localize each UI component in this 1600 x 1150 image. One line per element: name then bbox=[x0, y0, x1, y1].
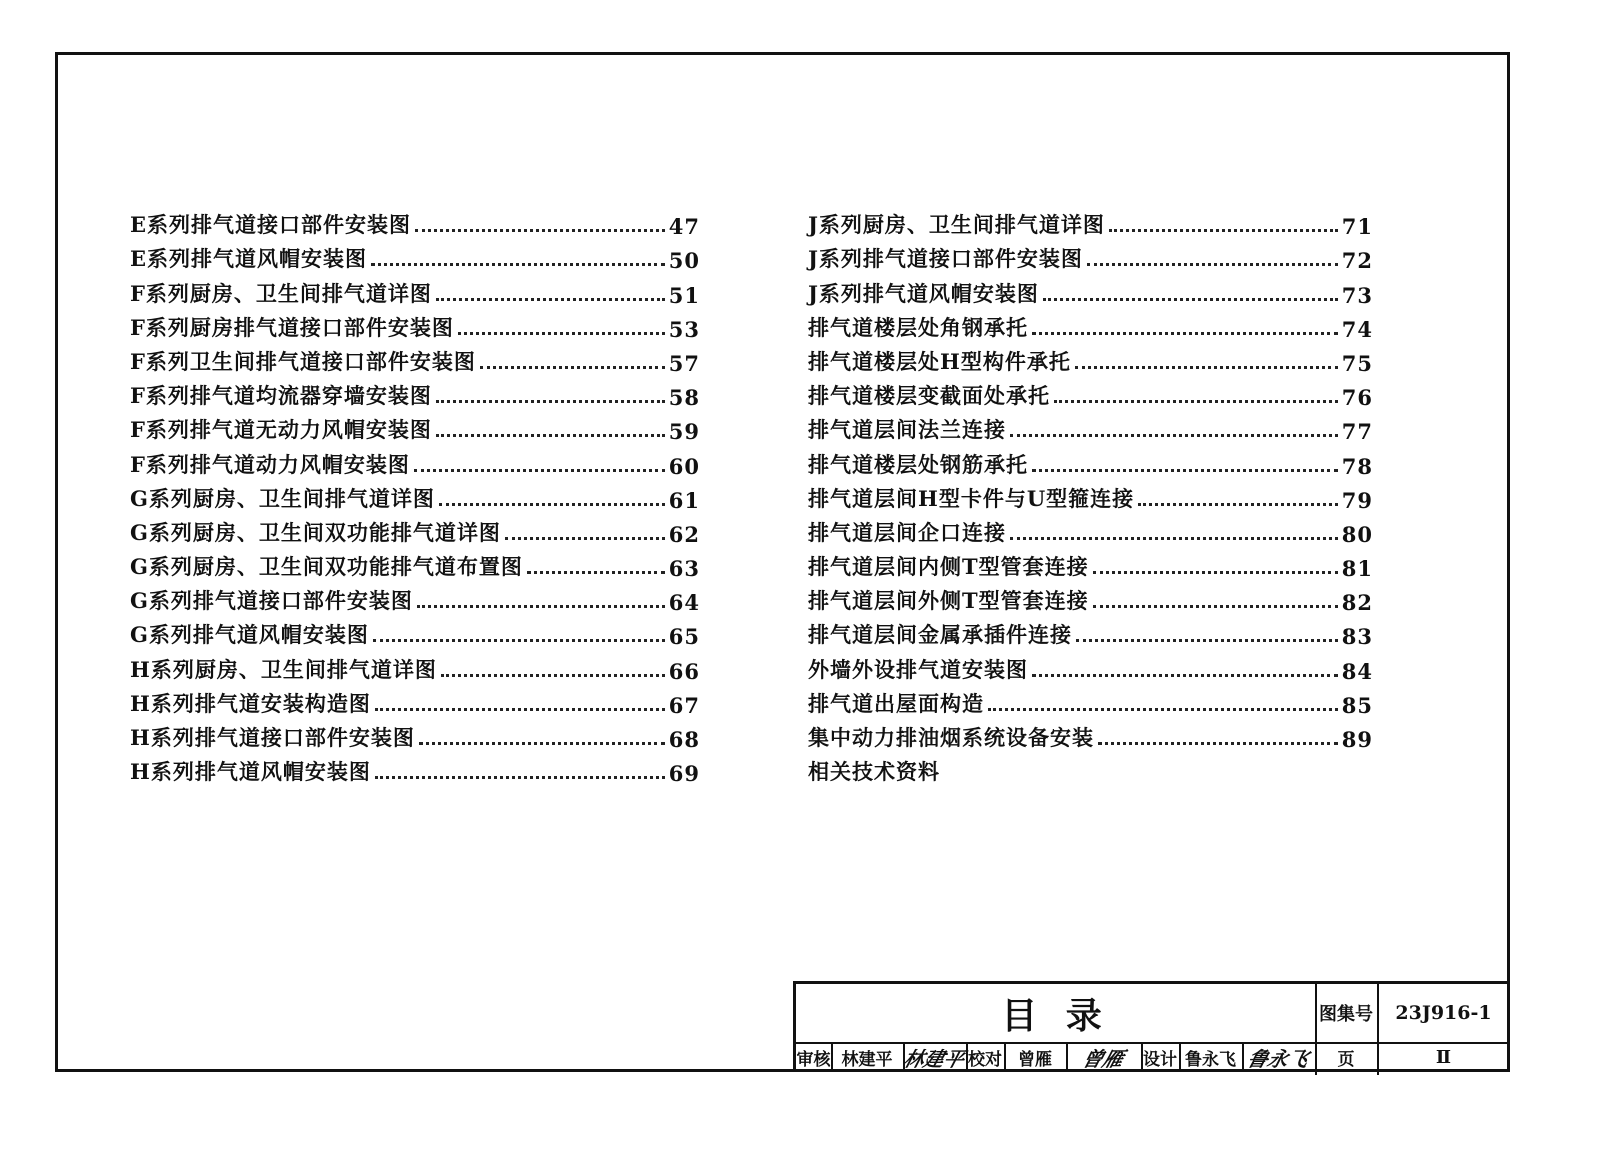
toc-leader-dots bbox=[1098, 742, 1338, 745]
toc-entry[interactable] bbox=[130, 444, 700, 478]
toc-leader-dots bbox=[1010, 537, 1338, 540]
toc-entry-title: J系列排气道风帽安装图 bbox=[808, 280, 1039, 306]
toc-entry-title: 相关技术资料 bbox=[808, 759, 940, 785]
toc-leader-dots bbox=[373, 639, 665, 642]
reviewer-name: 林建平 bbox=[841, 1049, 893, 1070]
toc-entry-title: F系列排气道无动力风帽安装图 bbox=[130, 417, 432, 443]
toc-leader-dots bbox=[375, 708, 665, 711]
toc-entry-page: 58 bbox=[668, 385, 700, 411]
designer-signature: 鲁永飞 bbox=[1244, 1046, 1312, 1071]
toc-leader-dots bbox=[1087, 263, 1338, 266]
toc-entry[interactable] bbox=[808, 581, 1373, 615]
toc-entry-title: 排气道楼层变截面处承托 bbox=[808, 383, 1050, 409]
toc-entry[interactable] bbox=[130, 205, 700, 239]
toc-entry[interactable] bbox=[808, 479, 1373, 513]
toc-entry-page: 74 bbox=[1341, 316, 1373, 342]
toc-left-column bbox=[130, 205, 700, 786]
toc-entry[interactable] bbox=[808, 205, 1373, 239]
toc-leader-dots bbox=[371, 263, 665, 266]
toc-entry-title: 排气道层间金属承插件连接 bbox=[808, 622, 1072, 648]
toc-entry-title: 排气道楼层处角钢承托 bbox=[808, 314, 1028, 340]
toc-entry-page: 53 bbox=[668, 316, 700, 342]
toc-entry-title: G系列厨房、卫生间双功能排气道详图 bbox=[130, 519, 501, 545]
toc-entry-page: 66 bbox=[668, 658, 700, 684]
toc-leader-dots bbox=[527, 571, 665, 574]
toc-leader-dots bbox=[1032, 469, 1338, 472]
toc-entry[interactable] bbox=[808, 342, 1373, 376]
toc-entry-page: 67 bbox=[668, 692, 700, 718]
designer-name: 鲁永飞 bbox=[1185, 1049, 1236, 1070]
toc-entry-page: 89 bbox=[1341, 727, 1373, 752]
toc-entry-page: 47 bbox=[668, 214, 700, 240]
toc-leader-dots bbox=[1138, 503, 1338, 506]
toc-entry-page: 64 bbox=[668, 590, 700, 616]
toc-leader-dots bbox=[1032, 674, 1338, 677]
toc-entry[interactable] bbox=[130, 239, 700, 273]
toc-entry-title: G系列排气道风帽安装图 bbox=[130, 622, 369, 648]
toc-entry-page: 81 bbox=[1341, 556, 1373, 582]
toc-entry[interactable] bbox=[130, 649, 700, 683]
toc-entry[interactable] bbox=[808, 376, 1373, 410]
toc-entry-page: 60 bbox=[668, 453, 700, 479]
toc-entry-page: 63 bbox=[668, 556, 700, 582]
toc-leader-dots bbox=[1032, 332, 1338, 335]
toc-entry-title: F系列厨房排气道接口部件安装图 bbox=[130, 314, 454, 340]
toc-entry-page: 50 bbox=[668, 248, 700, 274]
toc-leader-dots bbox=[1109, 229, 1338, 232]
toc-entry[interactable] bbox=[130, 581, 700, 615]
toc-entry[interactable] bbox=[808, 444, 1373, 478]
toc-entry[interactable] bbox=[130, 410, 700, 444]
toc-entry-title: G系列厨房、卫生间排气道详图 bbox=[130, 485, 435, 511]
toc-leader-dots bbox=[505, 537, 665, 540]
toc-entry-page: 75 bbox=[1341, 350, 1373, 376]
toc-entry-title: G系列厨房、卫生间双功能排气道布置图 bbox=[130, 554, 523, 580]
check-label: 校对 bbox=[968, 1049, 1002, 1070]
toc-entry-page: 71 bbox=[1341, 214, 1373, 240]
toc-leader-dots bbox=[436, 298, 665, 301]
toc-entry[interactable] bbox=[130, 376, 700, 410]
toc-entry-title: E系列排气道风帽安装图 bbox=[130, 246, 368, 272]
toc-leader-dots bbox=[419, 742, 665, 745]
toc-entry-title: H系列排气道风帽安装图 bbox=[130, 759, 371, 785]
toc-entry[interactable] bbox=[130, 615, 700, 649]
toc-entry-title: 外墙外设排气道安装图 bbox=[808, 656, 1028, 682]
toc-entry-page: 84 bbox=[1341, 658, 1373, 684]
toc-entry[interactable] bbox=[130, 684, 700, 718]
toc-entry-title: 集中动力排油烟系统设备安装 bbox=[808, 725, 1094, 750]
toc-entry-page: 76 bbox=[1341, 385, 1373, 411]
toc-entry[interactable] bbox=[808, 547, 1373, 581]
toc-entry-page: 68 bbox=[668, 727, 700, 752]
toc-entry[interactable] bbox=[808, 410, 1373, 444]
checker-name: 曾雁 bbox=[1018, 1049, 1052, 1070]
toc-entry[interactable] bbox=[130, 308, 700, 342]
toc-entry-title: 排气道层间H型卡件与U型箍连接 bbox=[808, 485, 1135, 511]
toc-entry-page: 57 bbox=[668, 350, 700, 376]
toc-leader-dots bbox=[1054, 400, 1338, 403]
toc-entry-page: 82 bbox=[1341, 590, 1373, 616]
toc-right-column bbox=[808, 205, 1373, 786]
toc-leader-dots bbox=[458, 332, 665, 335]
toc-entry[interactable] bbox=[808, 308, 1373, 342]
toc-entry[interactable] bbox=[130, 752, 700, 786]
toc-leader-dots bbox=[436, 400, 665, 403]
reviewer-signature: 林建平 bbox=[900, 1046, 968, 1071]
toc-leader-dots bbox=[480, 366, 665, 369]
toc-entry-title: F系列排气道均流器穿墙安装图 bbox=[130, 383, 432, 409]
design-label: 设计 bbox=[1143, 1049, 1177, 1070]
toc-entry-page: 80 bbox=[1341, 521, 1373, 547]
toc-entry[interactable] bbox=[808, 649, 1373, 683]
toc-entry-page: 61 bbox=[668, 487, 700, 513]
toc-entry[interactable] bbox=[130, 273, 700, 307]
toc-entry[interactable] bbox=[808, 239, 1373, 273]
toc-entry[interactable] bbox=[130, 547, 700, 581]
toc-leader-dots bbox=[415, 229, 665, 232]
toc-leader-dots bbox=[1075, 366, 1338, 369]
toc-entry[interactable] bbox=[130, 718, 700, 752]
toc-leader-dots bbox=[988, 708, 1338, 711]
toc-entry-title: H系列排气道安装构造图 bbox=[130, 690, 371, 716]
toc-entry-title: G系列排气道接口部件安装图 bbox=[130, 588, 413, 614]
toc-leader-dots bbox=[1043, 298, 1338, 301]
toc-leader-dots bbox=[417, 605, 665, 608]
toc-entry-page: 72 bbox=[1341, 248, 1373, 274]
toc-entry[interactable] bbox=[808, 513, 1373, 547]
toc-leader-dots bbox=[439, 503, 665, 506]
toc-entry-page: 78 bbox=[1341, 453, 1373, 479]
toc-entry-page: 59 bbox=[668, 419, 700, 445]
toc-entry-title: 排气道楼层处钢筋承托 bbox=[808, 451, 1028, 477]
toc-entry[interactable] bbox=[808, 752, 1373, 786]
toc-entry-title: F系列卫生间排气道接口部件安装图 bbox=[130, 348, 476, 374]
toc-leader-dots bbox=[1010, 434, 1338, 437]
toc-entry[interactable] bbox=[130, 479, 700, 513]
toc-leader-dots bbox=[375, 776, 665, 779]
toc-entry-page: 69 bbox=[668, 761, 700, 787]
toc-entry-title: 排气道层间法兰连接 bbox=[808, 417, 1006, 443]
toc-entry-page: 85 bbox=[1341, 692, 1373, 718]
document-title: 目 录 bbox=[1001, 994, 1110, 1037]
toc-entry-page: 51 bbox=[668, 282, 700, 308]
title-block bbox=[793, 981, 1510, 1072]
toc-entry-title: 排气道出屋面构造 bbox=[808, 690, 984, 716]
toc-leader-dots bbox=[441, 674, 665, 677]
toc-leader-dots bbox=[1076, 639, 1338, 642]
toc-entry[interactable] bbox=[808, 615, 1373, 649]
toc-entry[interactable] bbox=[808, 273, 1373, 307]
toc-leader-dots bbox=[1093, 605, 1338, 608]
toc-entry-title: H系列厨房、卫生间排气道详图 bbox=[130, 656, 437, 682]
review-label: 审核 bbox=[796, 1049, 831, 1070]
toc-entry[interactable] bbox=[808, 718, 1373, 752]
toc-entry-page: 83 bbox=[1341, 624, 1373, 650]
toc-entry-title: F系列排气道动力风帽安装图 bbox=[130, 451, 410, 477]
toc-leader-dots bbox=[436, 434, 665, 437]
toc-entry-title: 排气道层间企口连接 bbox=[808, 519, 1006, 545]
atlas-number-label: 图集号 bbox=[1319, 1004, 1373, 1025]
toc-entry-title: F系列厨房、卫生间排气道详图 bbox=[130, 280, 432, 306]
toc-entry-title: J系列厨房、卫生间排气道详图 bbox=[808, 212, 1105, 238]
page-label: 页 bbox=[1337, 1049, 1355, 1070]
toc-entry-page: 73 bbox=[1341, 282, 1373, 308]
toc-entry-title: 排气道层间内侧T型管套连接 bbox=[808, 554, 1089, 580]
toc-entry[interactable] bbox=[130, 513, 700, 547]
atlas-number: 23J916-1 bbox=[1395, 1002, 1492, 1024]
toc-leader-dots bbox=[414, 469, 665, 472]
toc-entry-title: E系列排气道接口部件安装图 bbox=[130, 212, 412, 238]
checker-signature: 曾雁 bbox=[1079, 1046, 1127, 1071]
toc-entry-page: 62 bbox=[668, 521, 700, 547]
toc-entry-title: J系列排气道接口部件安装图 bbox=[808, 246, 1083, 272]
toc-entry-page: 65 bbox=[668, 624, 700, 650]
toc-entry[interactable] bbox=[808, 684, 1373, 718]
toc-leader-dots bbox=[1093, 571, 1338, 574]
toc-entry[interactable] bbox=[130, 342, 700, 376]
toc-entry-title: 排气道楼层处H型构件承托 bbox=[808, 348, 1071, 374]
toc-entry-page: 79 bbox=[1341, 487, 1373, 513]
toc-entry-title: 排气道层间外侧T型管套连接 bbox=[808, 588, 1089, 614]
toc-entry-page: 77 bbox=[1341, 419, 1373, 445]
toc-entry-title: H系列排气道接口部件安装图 bbox=[130, 725, 415, 750]
page-number: Ⅱ bbox=[1435, 1046, 1452, 1068]
